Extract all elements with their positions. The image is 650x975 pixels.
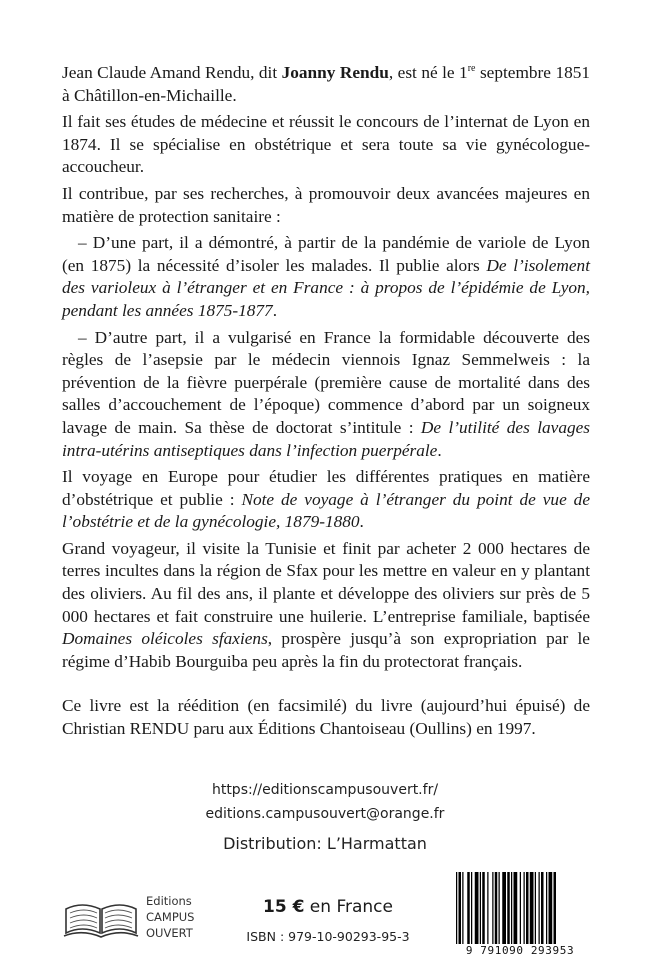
paragraph-tunisia: [62, 538, 590, 674]
company-name: Domaines oléicoles sfaxiens: [62, 629, 268, 649]
ordinal-superscript: re: [467, 63, 476, 75]
logo-line-ouvert: OUVERT: [146, 926, 193, 940]
tunisia-text: Grand voyageur, il visite la Tunisie et finit par acheter 2 000 hectares de terres incultes dans la région de Sfax pour les mettre en valeur en y plantant des oliviers. Au fil des ans, il plante et développe des oliviers sur près de 5 000 hectares et fait construire une huilerie. L’entreprise familiale, baptisée: [62, 538, 590, 626]
paragraph-travel: [62, 466, 590, 534]
birth-text-mid: , est né le 1: [388, 63, 468, 82]
asepsis-end: .: [437, 440, 442, 460]
open-book-icon: [62, 903, 140, 943]
travel-text: Il voyage en Europe pour étudier les différentes pratiques en matière d’obstétrique et publie :: [62, 467, 590, 509]
birth-text-end: septembre 1851 à Châtillon-en-Michaille.: [62, 63, 591, 105]
isolation-text: – D’une part, il a démontré, à partir de la pandémie de variole de Lyon (en 1875) la nécessité d’isoler les malades. Il publie alors: [62, 233, 590, 275]
publisher-logo: [62, 893, 222, 953]
paragraph-reedition: Ce livre est la réédition (en facsimilé) du livre (aujourd’hui épuisé) de Christian RENDU paru aux Éditions Chantoiseau (Oullins) en 1997.: [62, 696, 590, 739]
tunisia-end: , prospère jusqu’à son expropriation par le régime d’Habib Bourguiba peu après la fin du protectorat français.: [62, 629, 590, 671]
back-cover-text: [62, 62, 590, 745]
price-region: en France: [304, 897, 393, 917]
paragraph-studies: Il fait ses études de médecine et réussit le concours de l’internat de Lyon en 1874. Il se spécialise en obstétrique et sera toute sa vie gynécologue-accoucheur.: [62, 112, 590, 177]
travel-end: .: [359, 512, 364, 532]
birth-text-start: Jean Claude Amand Rendu, dit: [62, 63, 282, 82]
publisher-name: [146, 893, 194, 941]
name-bold: Joanny Rendu: [281, 63, 389, 82]
publisher-contact: [0, 778, 650, 856]
paragraph-contributions: Il contribue, par ses recherches, à promouvoir deux avancées majeures en matière de protection sanitaire :: [62, 183, 590, 226]
logo-line-editions: Editions: [146, 894, 192, 908]
paragraph-birth: [62, 62, 590, 107]
asepsis-text: – D’autre part, il a vulgarisé en France la formidable découverte des règles de l’asepsie par le médecin viennois Ignaz Semmelweis : la prévention de la fièvre puerpérale (première cause de mortalité dans des salles d’accouchement de l’époque) commence d’abord par un soigneux lavage de main. Sa thèse de doctorat s’intitule :: [62, 327, 590, 437]
thesis-title: De l’utilité des lavages intra-utérins antiseptiques dans l’infection puerpérale: [62, 417, 590, 460]
barcode-digits: 9 791090 293953: [450, 944, 590, 957]
price: [228, 897, 428, 917]
travel-book-title: Note de voyage à l’étranger du point de vue de l’obstétrie et de la gynécologie, 1879-1880: [62, 489, 590, 532]
price-amount: 15 €: [263, 897, 305, 917]
website-link[interactable]: https://editionscampusouvert.fr/: [211, 782, 439, 798]
isbn: ISBN : 979-10-90293-95-3: [246, 929, 410, 944]
email-link[interactable]: editions.campusouvert@orange.fr: [205, 806, 445, 822]
distribution-text: Distribution: L’Harmattan: [223, 834, 427, 853]
paragraph-asepsis: [62, 327, 590, 463]
logo-line-campus: CAMPUS: [146, 910, 195, 924]
paragraph-isolation: [62, 232, 590, 322]
isolation-end: .: [272, 300, 278, 320]
isolation-book-title: De l’isolement des varioleux à l’étranger et en France : à propos de l’épidémie de Lyon, pendant les années 1875-1877: [62, 255, 590, 320]
